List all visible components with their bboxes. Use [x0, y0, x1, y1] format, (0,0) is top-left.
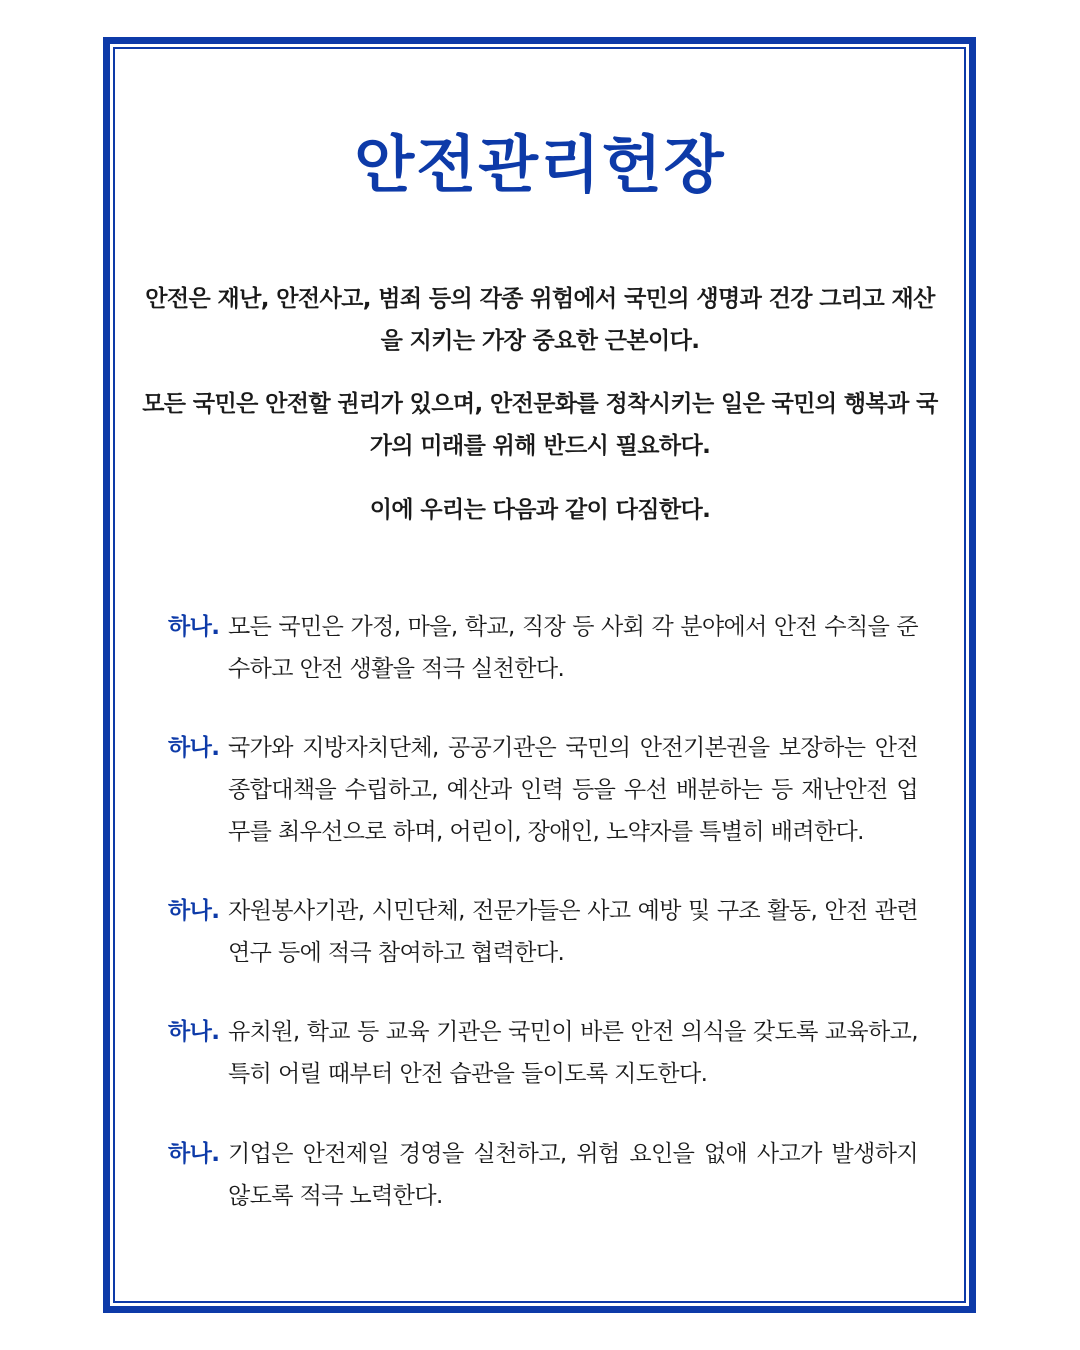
article-text: 기업은 안전제일 경영을 실천하고, 위험 요인을 없애 사고가 발생하지 않도록 적극 노력한다. — [228, 1141, 918, 1209]
article-marker: 하나. — [168, 1141, 220, 1167]
page-title: 안전관리헌장 — [354, 128, 726, 201]
article-text: 자원봉사기관, 시민단체, 전문가들은 사고 예방 및 구조 활동, 안전 관련 연구 등에 적극 참여하고 협력한다. — [228, 898, 918, 966]
preamble-text: 안전은 재난, 안전사고, 범죄 등의 각종 위험에서 국민의 생명과 건강 그리고 재산을 지키는 가장 중요한 근본이다. — [145, 286, 935, 354]
preamble-paragraph-3 — [140, 489, 940, 531]
article-text: 모든 국민은 가정, 마을, 학교, 직장 등 사회 각 분야에서 안전 수칙을 준수하고 안전 생활을 적극 실천한다. — [228, 614, 918, 682]
article-2 — [168, 727, 918, 853]
preamble-text: 이에 우리는 다음과 같이 다짐한다. — [369, 497, 711, 523]
article-4 — [168, 1011, 918, 1095]
article-marker: 하나. — [168, 735, 220, 761]
article-5 — [168, 1133, 918, 1217]
article-text: 국가와 지방자치단체, 공공기관은 국민의 안전기본권을 보장하는 안전종합대책을 수립하고, 예산과 인력 등을 우선 배분하는 등 재난안전 업무를 최우선으로 하며, 어린이, 장애인, 노약자를 특별히 배려한다. — [228, 735, 918, 845]
article-3 — [168, 890, 918, 974]
article-marker: 하나. — [168, 614, 220, 640]
article-marker: 하나. — [168, 898, 220, 924]
article-marker: 하나. — [168, 1019, 220, 1045]
article-text: 유치원, 학교 등 교육 기관은 국민이 바른 안전 의식을 갖도록 교육하고, 특히 어릴 때부터 안전 습관을 들이도록 지도한다. — [228, 1019, 918, 1087]
article-1 — [168, 606, 918, 690]
preamble-text: 모든 국민은 안전할 권리가 있으며, 안전문화를 정착시키는 일은 국민의 행복과 국가의 미래를 위해 반드시 필요하다. — [142, 391, 938, 459]
preamble-paragraph-2 — [140, 383, 940, 467]
preamble-paragraph-1 — [140, 278, 940, 362]
